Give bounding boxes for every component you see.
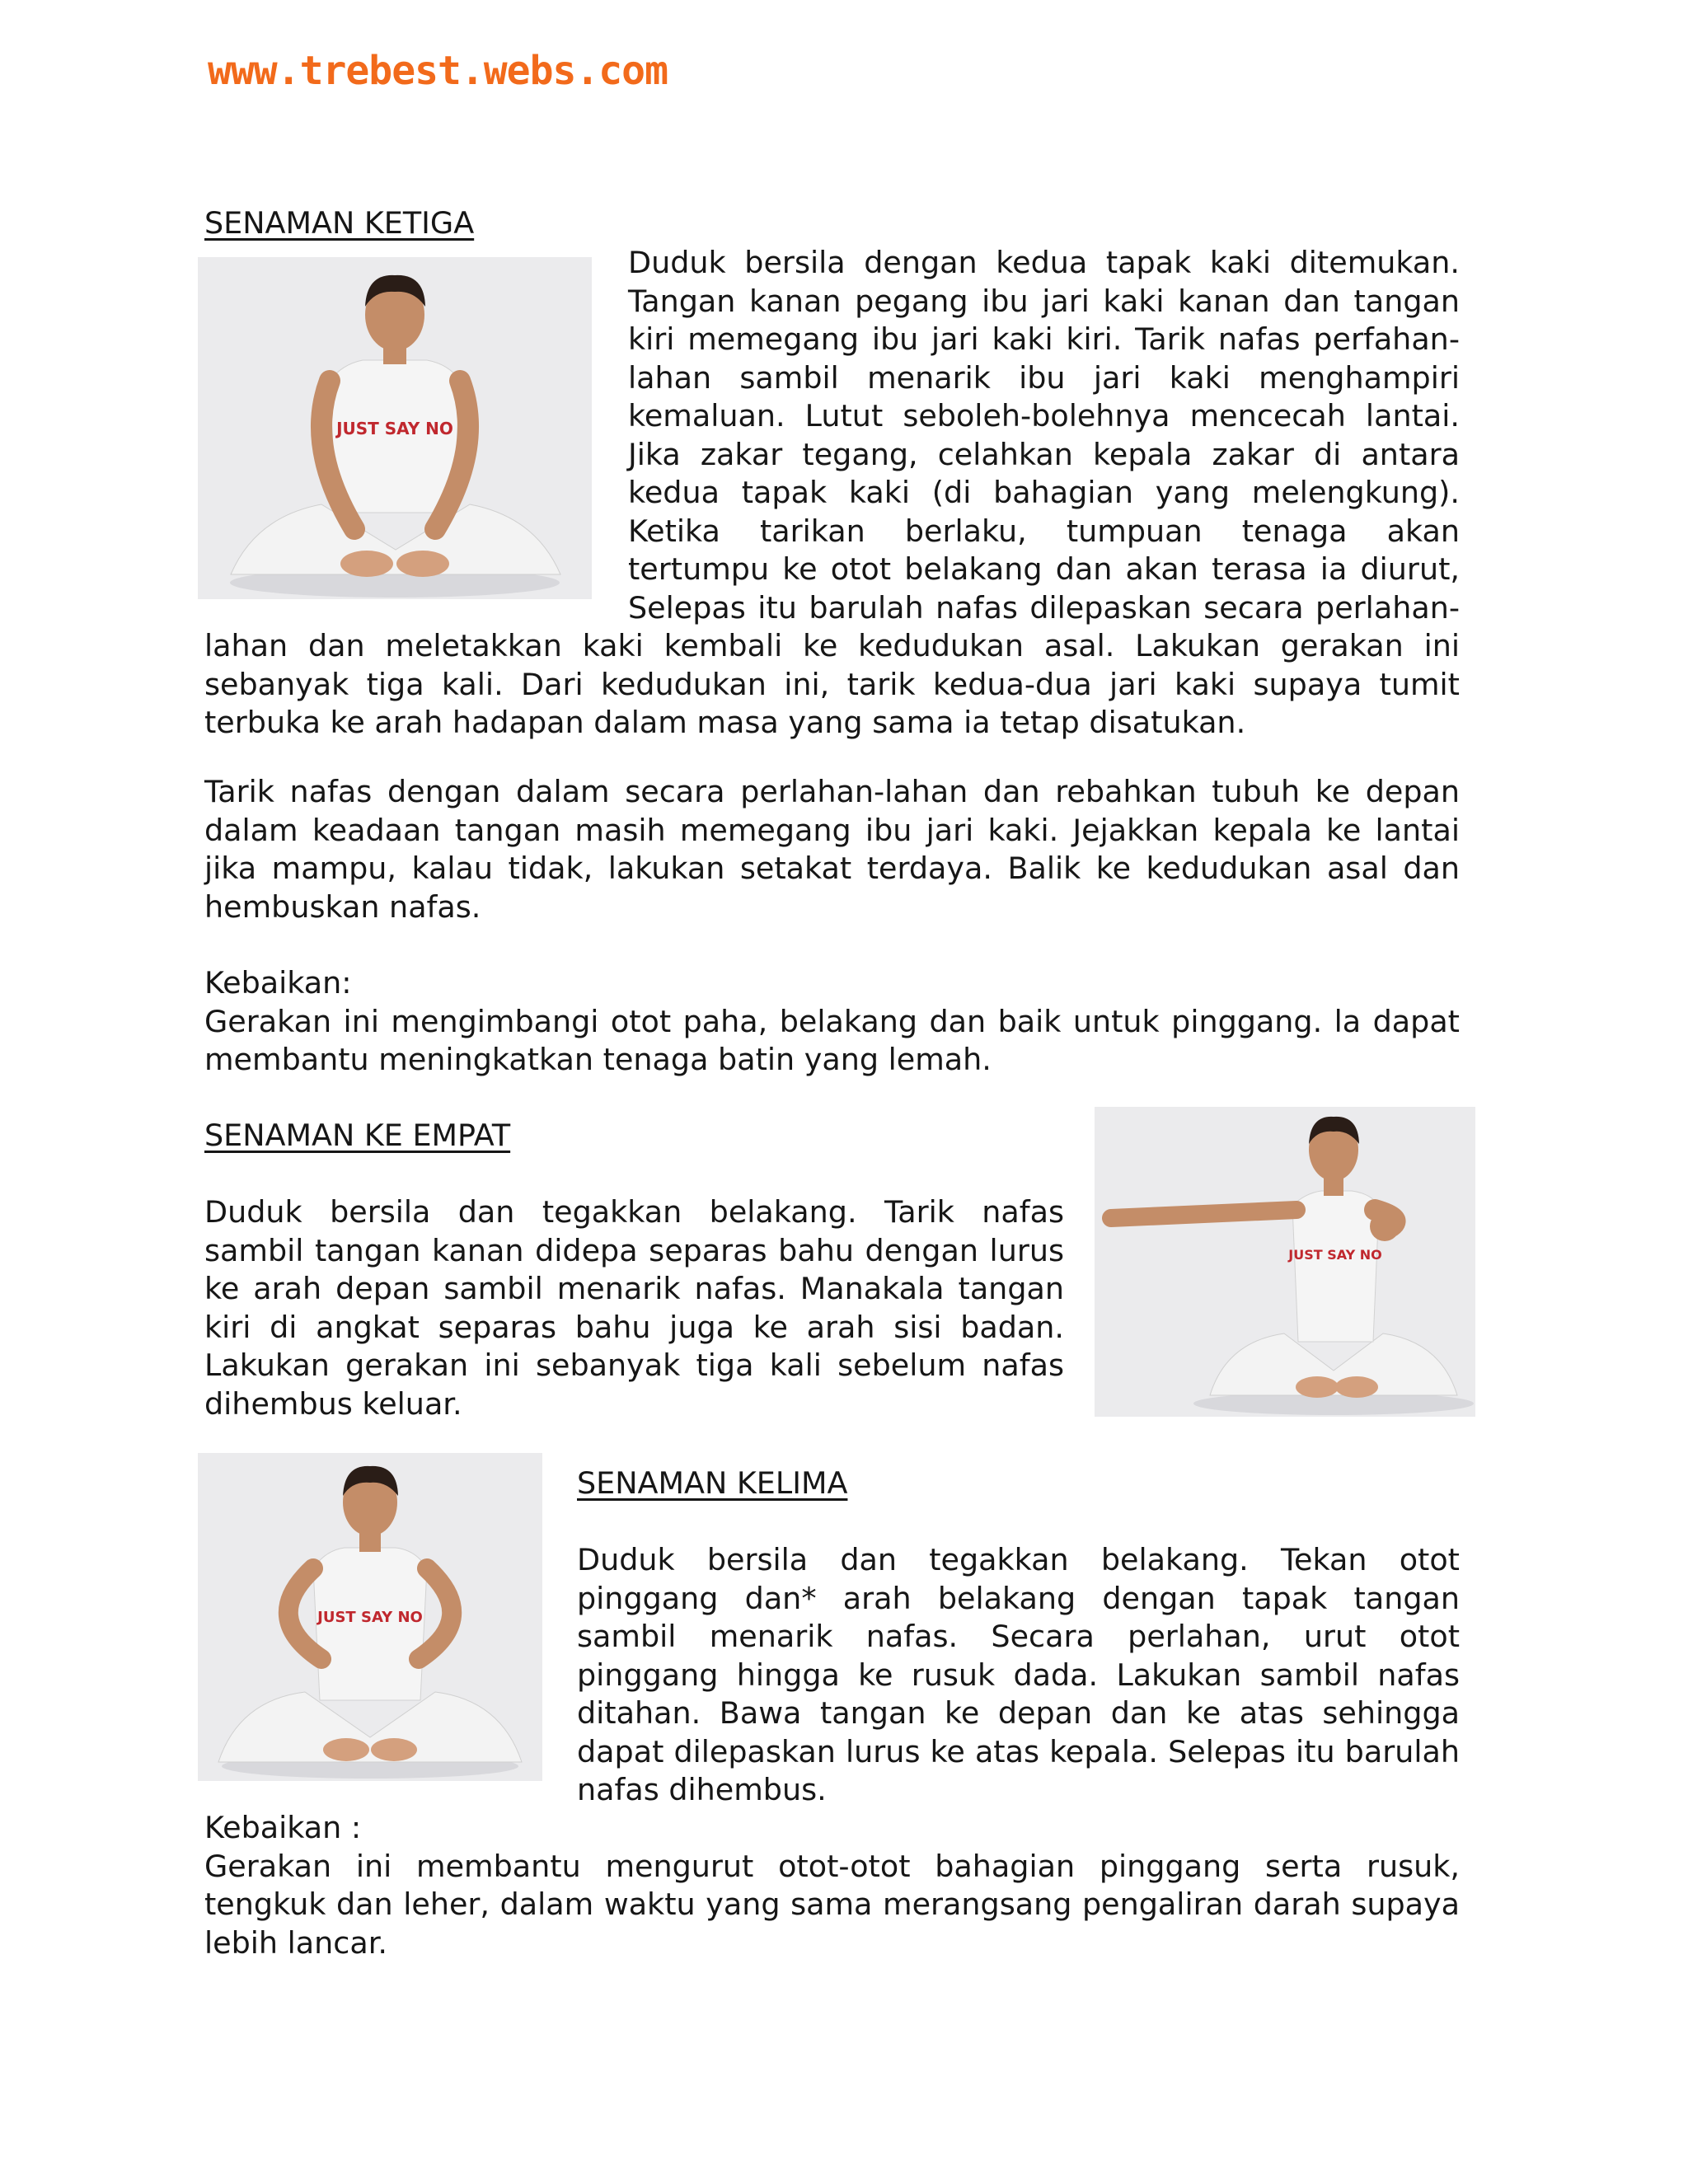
- svg-text:JUST SAY NO: JUST SAY NO: [317, 1609, 423, 1626]
- benefit-senaman-ketiga: [204, 964, 1460, 1080]
- photo-float-spacer: [204, 244, 628, 615]
- paragraph-senaman-ke-empat: [204, 1193, 1064, 1423]
- paragraph-senaman-kelima: [577, 1541, 1460, 1810]
- benefit-label: Kebaikan:: [204, 965, 352, 1001]
- svg-text:JUST SAY NO: JUST SAY NO: [336, 419, 453, 438]
- person-arm-stretch-pose-illustration: [1095, 1107, 1475, 1417]
- benefit-text: Gerakan ini membantu mengurut otot-otot bahagian pinggang serta rusuk, tengkuk dan leher, dalam waktu yang sama merangsang pengaliran darah supaya lebih lancar.: [204, 1848, 1460, 1961]
- paragraph-senaman-ketiga-1: [204, 244, 1460, 743]
- benefit-text: Gerakan ini mengimbangi otot paha, belakang dan baik untuk pinggang. la dapat membantu meningkatkan tenaga batin yang lemah.: [204, 1003, 1460, 1077]
- svg-text:JUST SAY NO: JUST SAY NO: [1288, 1247, 1382, 1263]
- site-url[interactable]: www.trebest.webs.com: [208, 48, 668, 94]
- text-senaman-ketiga-1: Duduk bersila dengan kedua tapak kaki ditemukan. Tangan kanan pegang ibu jari kaki kanan dan tangan kiri memegang ibu jari kaki kiri. Tarik nafas perfahan-lahan sambil menarik ibu jari kaki menghampiri kemaluan. Lutut seboleh-bolehnya mencecah lantai. Jika zakar tegang, celahkan kepala zakar di antara kedua tapak kaki (di bahagian yang melengkung). Ketika tarikan berlaku, tumpuan tenaga akan tertumpu ke otot belakang dan akan terasa ia diurut, Selepas itu barulah nafas dilepaskan secara perlahan-lahan dan meletakkan kaki kembali ke kedudukan asal. Lakukan gerakan ini sebanyak tiga kali. Dari kedudukan ini, tarik kedua-dua jari kaki supaya tumit terbuka ke arah hadapan dalam masa yang sama ia tetap disatukan.: [204, 245, 1460, 740]
- text-senaman-kelima: Duduk bersila dan tegakkan belakang. Tekan otot pinggang dan* arah belakang dengan tapak tangan sambil menarik nafas. Secara perlahan, urut otot pinggang hingga ke rusuk dada. Lakukan sambil nafas ditahan. Bawa tangan ke depan dan ke atas sehingga dapat dilepaskan lurus ke atas kepala. Selepas itu barulah nafas dihembus.: [577, 1542, 1460, 1807]
- paragraph-senaman-ketiga-2: [204, 773, 1460, 926]
- photo-senaman-ke-empat: [1095, 1107, 1475, 1417]
- benefit-label: Kebaikan :: [204, 1810, 362, 1845]
- heading-senaman-ke-empat: SENAMAN KE EMPAT: [204, 1118, 511, 1153]
- text-senaman-ketiga-2: Tarik nafas dengan dalam secara perlahan-lahan dan rebahkan tubuh ke depan dalam keadaan tangan masih memegang ibu jari kaki. Jejakkan kepala ke lantai jika mampu, kalau tidak, lakukan setakat terdaya. Balik ke kedudukan asal dan hembuskan nafas.: [204, 774, 1460, 925]
- person-hands-on-hips-pose-illustration: [198, 1453, 542, 1781]
- photo-senaman-kelima: [198, 1453, 542, 1781]
- benefit-senaman-kelima: [204, 1809, 1460, 1962]
- text-senaman-ke-empat: Duduk bersila dan tegakkan belakang. Tarik nafas sambil tangan kanan didepa separas bahu dengan lurus ke arah depan sambil menarik nafas. Manakala tangan kiri di angkat separas bahu juga ke arah sisi badan. Lakukan gerakan ini sebanyak tiga kali sebelum nafas dihembus keluar.: [204, 1194, 1064, 1422]
- heading-senaman-kelima: SENAMAN KELIMA: [577, 1465, 848, 1501]
- heading-senaman-ketiga: SENAMAN KETIGA: [204, 205, 475, 241]
